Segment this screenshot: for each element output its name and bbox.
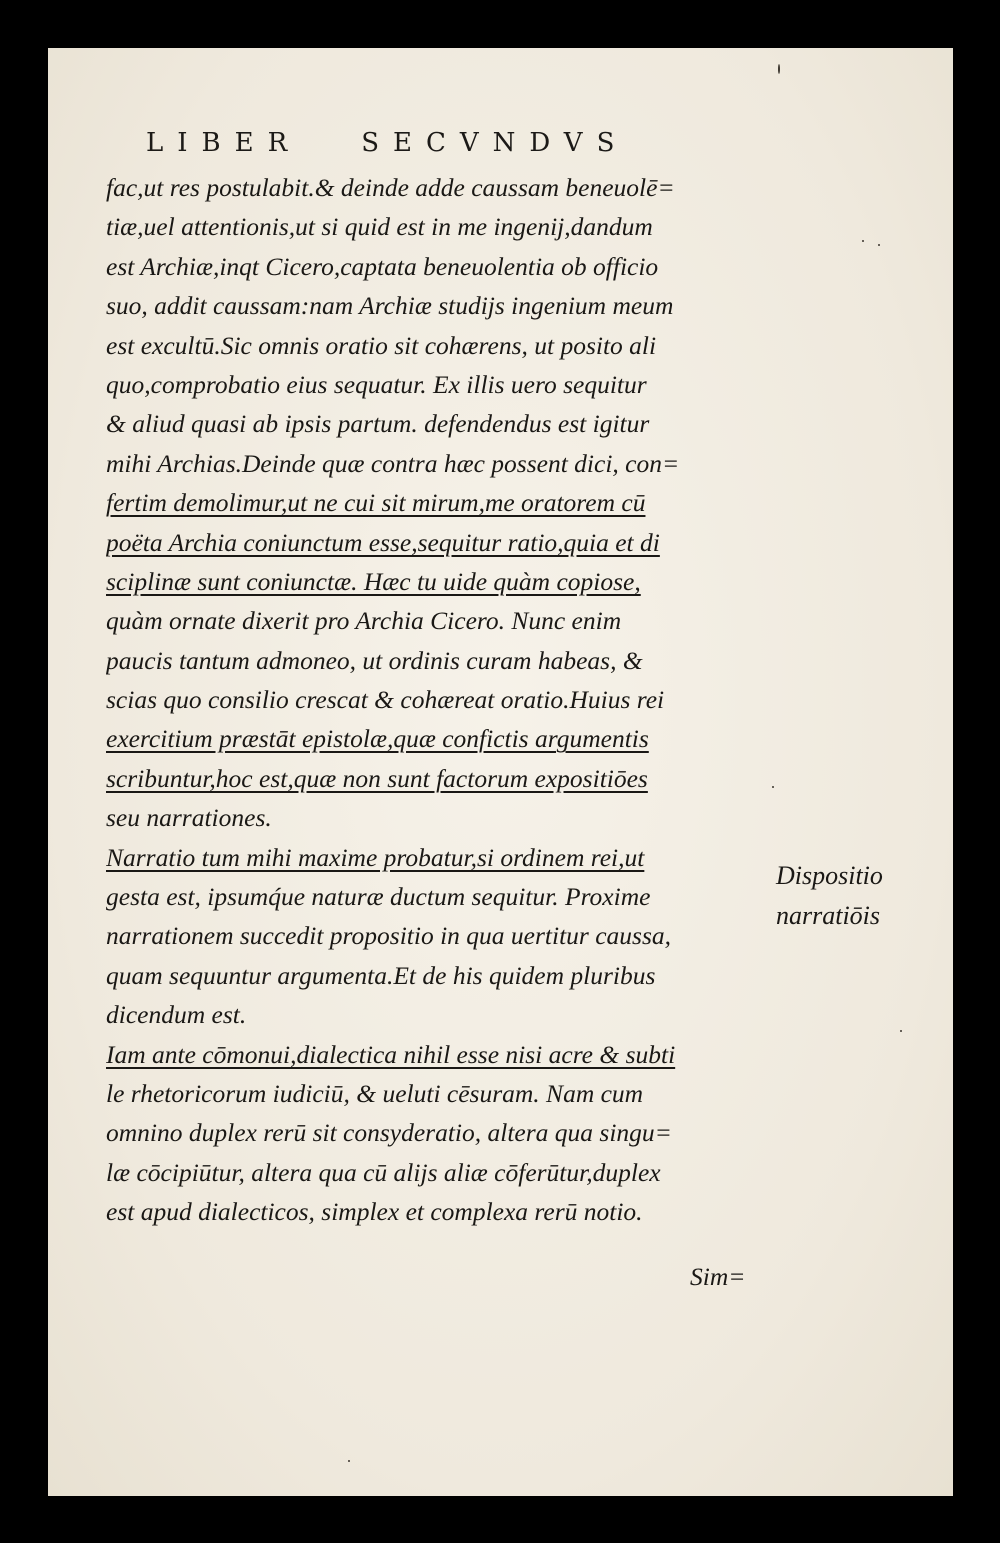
text-line: scias quo consilio crescat & cohæreat oratio.Huius rei (106, 685, 665, 715)
text-line: fertim demolimur,ut ne cui sit mirum,me oratorem cū (106, 488, 646, 518)
text-line: exercitium præstāt epistolæ,quæ confictis argumentis (106, 724, 649, 754)
text-line: paucis tantum admoneo, ut ordinis curam habeas, & (106, 645, 643, 675)
text-line: le rhetoricorum iudiciū, & ueluti cēsuram. Nam cum (106, 1078, 644, 1108)
text-line: est apud dialecticos, simplex et complexa rerū notio. (106, 1197, 643, 1227)
text-line: poëta Archia coniunctum esse,sequitur ratio,quia et di (106, 527, 660, 557)
text-line: suo, addit caussam:nam Archiæ studijs ingenium meum (106, 291, 674, 321)
text-line: quam sequuntur argumenta.Et de his quidem pluribus (106, 960, 656, 990)
catchword: Sim= (690, 1262, 746, 1291)
marginal-note (776, 856, 883, 936)
text-line: & aliud quasi ab ipsis partum. defendendus est igitur (106, 409, 650, 439)
running-head (146, 128, 688, 158)
text-line: omnino duplex rerū sit consyderatio, altera qua singu= (106, 1118, 672, 1148)
text-line: dicendum est. (106, 1000, 247, 1030)
book-page (48, 48, 953, 1496)
text-line: mihi Archias.Deinde quæ contra hæc possent dici, con= (106, 448, 680, 478)
marginal-note-line: Dispositio (776, 861, 883, 890)
text-line: est Archiæ,inqt Cicero,captata beneuolentia ob officio (106, 251, 659, 281)
text-line: læ cōcipiūtur, altera qua cū alijs aliæ cōferūtur,duplex (106, 1157, 661, 1187)
text-line: Narratio tum mihi maxime probatur,si ordinem rei,ut (106, 842, 645, 872)
text-line: tiæ,uel attentionis,ut si quid est in me ingenij,dandum (106, 212, 653, 242)
text-line: quàm ornate dixerit pro Archia Cicero. Nunc enim (106, 606, 622, 636)
text-line: scribuntur,hoc est,quæ non sunt factorum expositiōes (106, 763, 648, 793)
text-line: narrationem succedit propositio in qua uertitur caussa, (106, 921, 671, 951)
running-head-right: SECVNDVS (361, 128, 629, 158)
text-line: est excultū.Sic omnis oratio sit cohærens, ut posito ali (106, 330, 657, 360)
paper-speck (900, 1030, 902, 1032)
paper-speck (348, 1460, 350, 1462)
running-head-left: LIBER (146, 128, 302, 158)
text-line: gesta est, ipsumq́ue naturæ ductum sequitur. Proxime (106, 882, 651, 912)
paper-speck (878, 244, 880, 246)
marginal-note-line: narratiōis (776, 901, 881, 930)
main-text-block (106, 168, 766, 1232)
text-line: seu narrationes. (106, 803, 272, 833)
text-line: sciplinæ sunt coniunctæ. Hæc tu uide quàm copiose, (106, 566, 641, 596)
paper-speck (772, 786, 774, 788)
text-line: fac,ut res postulabit.& deinde adde caussam beneuolē= (106, 173, 675, 202)
paper-speck (778, 64, 780, 74)
text-line: quo,comprobatio eius sequatur. Ex illis uero sequitur (106, 369, 647, 399)
text-line: Iam ante cōmonui,dialectica nihil esse nisi acre & subti (106, 1039, 676, 1069)
paper-speck (862, 240, 864, 242)
